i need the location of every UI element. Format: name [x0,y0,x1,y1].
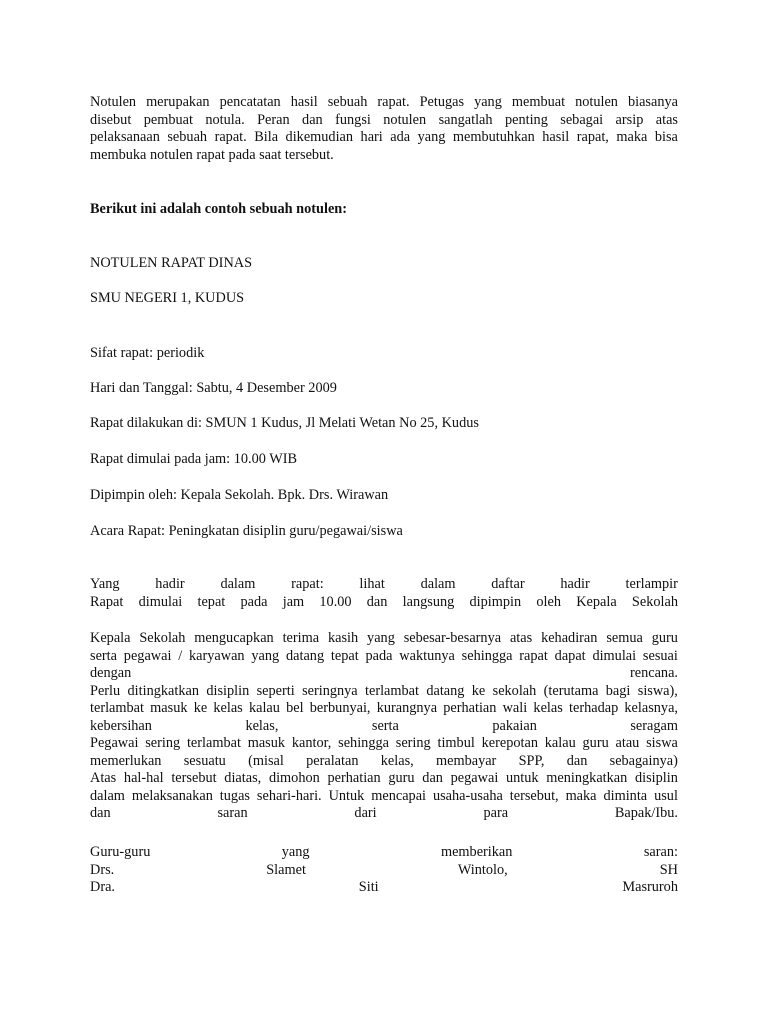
word: perhatian [443,700,497,716]
word: Drs. [90,861,115,878]
word: / [178,647,183,664]
word: atau [615,735,640,751]
word: yang [251,647,280,664]
word: Dra. [90,879,116,895]
attendance-line [90,594,678,612]
word: saran: [643,844,678,860]
word: untuk [506,770,539,786]
word: perhatian [327,770,381,786]
word: terhadap [569,700,619,716]
suggestions-line [90,862,678,880]
word: guru [388,770,415,786]
word: hasil [542,129,570,145]
word: sehari-hari. [256,787,322,804]
word: tepat [330,647,359,664]
word: pegawai [123,647,172,664]
attendance-line [90,576,678,594]
word: masuk [150,700,188,716]
body-line [90,665,678,683]
word: atas [655,111,678,128]
body-line [90,648,678,666]
word: membutuhkan [452,129,535,145]
word: dengan [90,665,132,681]
word: guru [582,735,609,751]
body-line [90,788,678,806]
school-name: SMU NEGERI 1, KUDUS [90,290,245,306]
field-jam: Rapat dimulai pada jam: 10.00 WIB [90,451,297,467]
word: waktunya [399,647,455,664]
suggestions-line [90,844,678,862]
word: dalam [90,787,125,804]
word: kelas, [245,717,279,734]
word: tugas [219,787,250,804]
word: hal-hal [123,770,164,786]
word: terima [282,630,320,646]
word: terlambat [90,700,144,716]
word: dari [354,805,377,821]
body-line [90,683,678,701]
word: dan [302,111,323,128]
word: usaha-usaha [432,787,503,804]
word: sering [145,735,181,751]
body-line [90,753,678,771]
word: disiplin [634,770,678,786]
word: dan [90,805,111,821]
word: timbul [437,735,475,751]
field-tempat: Rapat dilakukan di: SMUN 1 Kudus, Jl Melati Wetan No 25, Kudus [90,415,479,431]
word: dapat [554,647,586,664]
word: Notulen [90,94,137,110]
word: tepat [197,593,226,610]
word: kurangnya [376,700,438,716]
word: sebagainya) [609,752,678,769]
field-sifat: Sifat rapat: periodik [90,345,205,361]
word: pencatatan [219,94,281,110]
word: Untuk [328,787,365,804]
body-line [90,700,678,718]
word: dimohon [268,770,320,786]
word: datang [426,682,465,699]
word: yang [367,630,395,646]
word: hasil [290,94,318,110]
word: seragam [630,717,678,734]
word: kalau [248,700,280,716]
field-pimpinan: Dipimpin oleh: Kepala Sekolah. Bpk. Drs. Wirawan [90,487,389,503]
word: kelas, [380,752,414,769]
word: Siti [358,879,379,895]
word: kalau [544,735,576,751]
word: pelaksanaan [90,129,160,145]
word: rapat. [214,129,247,145]
word: kerepotan [481,735,538,751]
word: Bapak/Ibu. [614,805,678,821]
word: oleh [536,593,561,610]
intro-line [90,94,678,112]
word: notula. [205,111,245,128]
word: dan [422,770,443,786]
word: biasanya [627,94,678,110]
word: sesuatu [183,752,226,769]
word: membuat [511,94,566,110]
word: kebersihan [90,717,152,734]
word: dan [566,752,588,769]
word: sebagai [560,111,604,128]
word: rencana. [629,665,678,681]
word: Sekolah [139,630,186,646]
word: notulen [575,94,618,110]
word: memberikan [440,844,513,860]
word: kantor, [291,735,332,751]
document-title: NOTULEN RAPAT DINAS [90,255,253,271]
word: bagi [605,682,631,699]
word: (misal [248,752,284,769]
word: merupakan [146,94,210,110]
word: kelasnya, [624,700,678,716]
word: notulen [383,111,427,128]
word: daftar [491,576,525,592]
word: Kepala [90,630,131,646]
word: diatas, [224,770,262,786]
word: kelas [533,700,563,716]
word: disiplin [206,682,250,699]
word: seringnya [302,682,358,699]
word: SPP, [518,752,545,769]
word: arsip [615,111,644,128]
word: SH [659,861,678,878]
word: fungsi [335,111,371,128]
word: maka [616,129,648,145]
word: bisa [654,129,678,145]
word: pada [240,593,268,610]
word: sebuah [327,94,368,110]
word: tersebut [171,770,217,786]
word: usul [654,787,678,804]
word: pembuat [143,111,193,128]
word: (terutama [543,682,599,699]
word: Kepala [576,593,617,610]
word: tersebut, [509,787,559,804]
word: rapat [519,647,548,664]
word: kasih [327,630,359,646]
word: hadir [155,576,185,592]
word: 10.00 [319,593,352,610]
intro-line [90,129,678,147]
word: dimulai [138,593,183,610]
word: serta [371,717,399,734]
word: membayar [435,752,497,769]
word: sering [395,735,431,751]
word: kehadiran [541,630,598,646]
minutes-body [90,630,678,823]
word: yang [474,94,502,110]
word: peralatan [306,752,359,769]
word: sangatlah [438,111,493,128]
field-hari-tanggal: Hari dan Tanggal: Sabtu, 4 Desember 2009 [90,380,337,396]
word: datang [285,647,325,664]
word: sehingga [461,647,513,664]
word: para [483,805,509,821]
word: Sekolah [631,593,678,610]
word: Petugas [419,94,465,110]
suggestions-line [90,879,678,897]
attendance-section [90,576,678,611]
word: Perlu [90,682,121,699]
body-line [90,805,678,823]
word: kelas [213,700,243,716]
word: berbunyai, [309,700,371,716]
word: atas [509,630,533,646]
word: terlampir [625,576,678,592]
body-line [90,770,678,788]
word: ada [390,129,411,145]
word: sebuah [167,129,208,145]
word: masuk [247,735,286,751]
word: guru [651,630,678,646]
word: Yang [90,576,120,592]
word: penting [504,111,548,128]
word: ke [193,700,208,716]
intro-paragraph [90,94,678,164]
word: serta [90,647,117,664]
word: pegawai [450,770,499,786]
word: pada [365,647,393,664]
word: mencapai [371,787,427,804]
body-line [90,735,678,753]
word: rapat, [576,129,609,145]
word: sesuai [642,647,678,664]
word: dan [366,593,388,610]
word: dalam [420,576,456,592]
word: terlambat [365,682,419,699]
word: ditingkatkan [127,682,200,699]
word: saran [217,805,248,821]
body-line [90,630,678,648]
word: wali [502,700,528,716]
word: hari [360,129,383,145]
word: Bila [254,129,279,145]
word: memerlukan [90,752,162,769]
word: dikemudian [285,129,354,145]
word: sekolah [492,682,537,699]
word: terlambat [186,735,241,751]
word: Guru-guru [90,844,151,860]
word: dalam [220,576,256,592]
intro-line [90,112,678,130]
word: Atas [90,770,117,786]
word: disebut [90,111,132,128]
word: hadir [560,576,590,592]
word: Peran [257,111,290,128]
word: langsung [402,593,455,610]
word: jam [282,593,305,610]
suggestions-section [90,844,678,897]
word: dimulai [592,647,637,664]
word: Wintolo, [457,861,508,878]
word: rapat. [377,94,410,110]
word: lihat [359,576,385,592]
word: siswa), [637,682,678,699]
subheading: Berikut ini adalah contoh sebuah notulen: [90,201,348,217]
word: rapat: [291,576,324,592]
word: maka [565,787,597,804]
word: diminta [603,787,648,804]
word: Slamet [266,861,306,878]
word: sehingga [338,735,389,751]
word: melaksanakan [131,787,213,804]
word: Masruroh [622,879,678,895]
word: meningkatkan [546,770,628,786]
word: seperti [256,682,295,699]
body-line [90,718,678,736]
word: karyawan [189,647,245,664]
word: yang [281,844,310,860]
word: mengucapkan [194,630,274,646]
word: yang [417,129,446,145]
word: siswa [646,735,678,751]
intro-line: membuka notulen rapat pada saat tersebut. [90,146,334,163]
word: ke [471,682,486,699]
word: semua [606,630,643,646]
word: Pegawai [90,735,139,751]
word: Rapat [90,593,124,610]
word: bel [286,700,304,716]
field-acara: Acara Rapat: Peningkatan disiplin guru/pegawai/siswa [90,523,403,539]
word: pakaian [492,717,537,734]
word: dipimpin [469,593,522,610]
word: sebesar-besarnya [403,630,502,646]
